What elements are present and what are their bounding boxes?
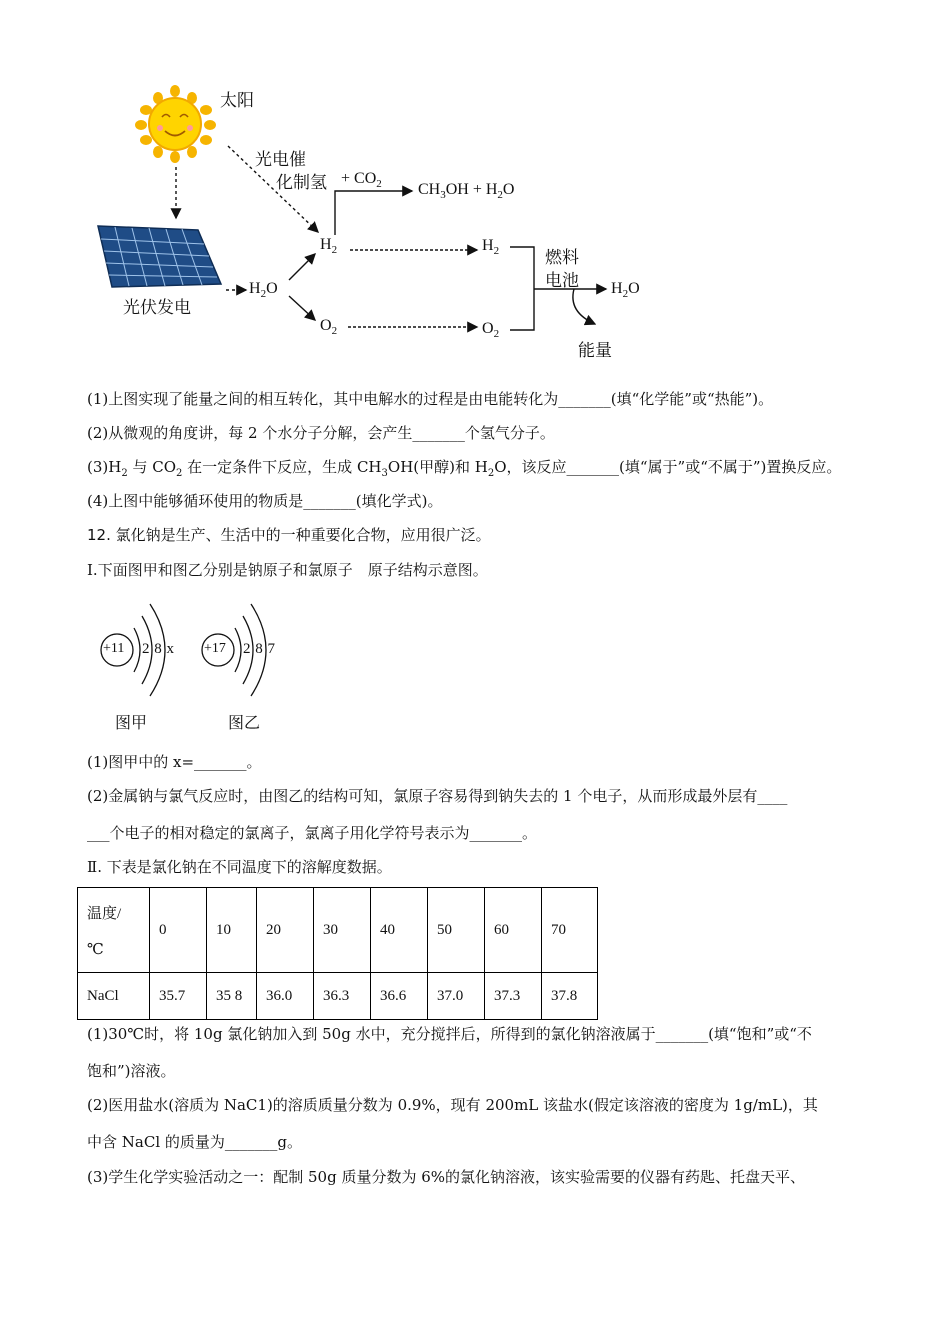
solubility-table: [77, 887, 598, 1020]
solar-panel-icon: [98, 226, 221, 287]
photocatalysis-label-2: 化制氢: [276, 173, 327, 193]
table-cell: 50: [428, 888, 485, 973]
q11-part3: $(3)H_2$ 与 $CO_2$ 在一定条件下反应，生成 $CH_3OH$(甲醇)和 $H_2O$，该反应_______(填“属于”或“不属于”)置换反应。: [87, 458, 842, 479]
pv-label: 光伏发电: [123, 298, 191, 318]
table-cell: 37.8: [542, 973, 598, 1020]
table-cell: 37.3: [485, 973, 542, 1020]
water-output: $H_2O$: [611, 280, 640, 301]
table-cell: 36.0: [257, 973, 314, 1020]
water-reactant: $H_2O$: [249, 280, 278, 301]
table-cell: 20: [257, 888, 314, 973]
q12-p2-q2-line2: 中含 NaCl 的质量为_______g。: [87, 1133, 302, 1151]
hydrogen-feed: $H_2$: [482, 237, 500, 258]
photocatalysis-label-1: 光电催: [255, 150, 306, 170]
oxygen-feed: $O_2$: [482, 320, 500, 341]
q12-title: 12. 氯化钠是生产、生活中的一种重要化合物，应用很广泛。: [87, 526, 491, 544]
table-cell: 37.0: [428, 973, 485, 1020]
methanol-water-product: $CH_3OH + H_2O$: [418, 181, 515, 202]
q12-p1-q2-line2: ___个电子的相对稳定的氯离子，氯离子用化学符号表示为_______。: [87, 824, 538, 842]
table-cell: 36.6: [371, 973, 428, 1020]
sodium-shells: 2 8 x: [142, 641, 174, 657]
table-cell: 30: [314, 888, 371, 973]
energy-label: 能量: [578, 341, 612, 361]
q12-p1-q2-line1: (2)金属钠与氯气反应时，由图乙的结构可知，氯原子容易得到钠失去的 1 个电子，从而形成最外层有____: [87, 787, 788, 805]
q12-p1-q1: (1)图甲中的 x=_______。: [87, 753, 262, 771]
table-row: [78, 973, 598, 1020]
oxygen-product: $O_2$: [320, 317, 338, 338]
q12-p2-q1-line1: (1)30℃时，将 10g 氯化钠加入到 50g 水中，充分搅拌后，所得到的氯化钠溶液属于_______(填“饱和”或“不: [87, 1025, 812, 1043]
q11-part1: (1)上图实现了能量之间的相互转化，其中电解水的过程是由电能转化为_______(填“化学能”或“热能”)。: [87, 390, 774, 408]
sun-icon: [135, 85, 216, 163]
q12-p2-q3: (3)学生化学实验活动之一：配制 50g 质量分数为 6%的氯化钠溶液，该实验需要的仪器有药匙、托盘天平、: [87, 1168, 806, 1186]
q12-part2-intro: Ⅱ. 下表是氯化钠在不同温度下的溶解度数据。: [87, 858, 392, 876]
q11-part2: (2)从微观的角度讲，每 2 个水分子分解，会产生_______个氢气分子。: [87, 424, 555, 442]
table-cell: 70: [542, 888, 598, 973]
q12-part1-intro: Ⅰ.下面图甲和图乙分别是钠原子和氯原子 原子结构示意图。: [87, 561, 488, 579]
fuel-cell-label-2: 电池: [545, 271, 579, 291]
co2-reactant: + $CO_2$: [341, 170, 382, 191]
table-row: [78, 888, 598, 973]
q11-part4: (4)上图中能够循环使用的物质是_______(填化学式)。: [87, 492, 443, 510]
q12-p2-q2-line1: (2)医用盐水(溶质为 NaC1)的溶质质量分数为 0.9%，现有 200mL 该盐水(假定该溶液的密度为 1g/mL)，其: [87, 1096, 818, 1114]
sun-label: 太阳: [220, 91, 254, 111]
sodium-nucleus: +11: [103, 641, 125, 656]
table-row-label: NaCl: [78, 973, 150, 1020]
sodium-caption: 图甲: [115, 713, 148, 732]
table-cell: 40: [371, 888, 428, 973]
table-cell: 60: [485, 888, 542, 973]
q12-p2-q1-line2: 饱和”)溶液。: [87, 1062, 176, 1080]
fuel-cell-label-1: 燃料: [545, 248, 579, 268]
table-cell: 36.3: [314, 973, 371, 1020]
table-cell: 35.7: [150, 973, 207, 1020]
hydrogen-product: $H_2$: [320, 236, 338, 257]
chlorine-caption: 图乙: [228, 713, 261, 732]
table-header-label: 温度/ ℃: [78, 888, 150, 973]
table-cell: 0: [150, 888, 207, 973]
chlorine-nucleus: +17: [204, 641, 226, 656]
chlorine-shells: 2 8 7: [243, 641, 275, 657]
table-cell: 35 8: [207, 973, 257, 1020]
table-cell: 10: [207, 888, 257, 973]
